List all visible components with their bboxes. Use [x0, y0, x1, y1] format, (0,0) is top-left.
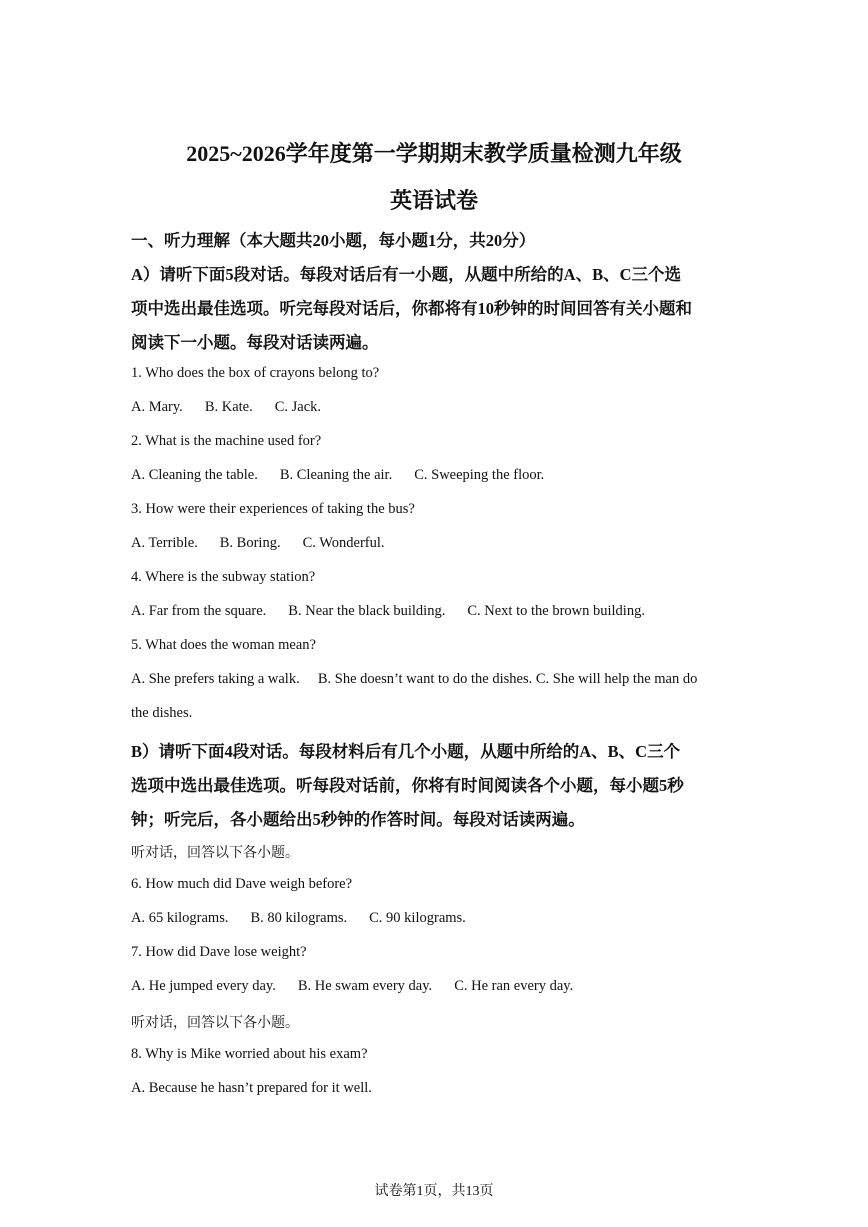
- question-option: A. Because he hasn’t prepared for it well.: [131, 1080, 372, 1096]
- question-options: [131, 467, 544, 484]
- listening-prompt: 听对话，回答以下各小题。: [131, 1016, 299, 1031]
- part-b-instruction-line: 钟；听完后，各小题给出5秒钟的作答时间。每段对话读两遍。: [131, 810, 585, 829]
- exam-subtitle: 英语试卷: [389, 188, 478, 213]
- question-options: [131, 603, 645, 620]
- part-b-instruction-line: B）请听下面4段对话。每段材料后有几个小题，从题中所给的A、B、C三个: [131, 742, 681, 761]
- question-options: [131, 978, 573, 995]
- part-a-instruction-line: 项中选出最佳选项。听完每段对话后，你都将有10秒钟的时间回答有关小题和: [131, 299, 692, 318]
- question-options: [131, 910, 466, 927]
- option: B. Boring.: [219, 535, 281, 551]
- question-stem: 8. Why is Mike worried about his exam?: [131, 1046, 368, 1062]
- part-a-instruction-line: A）请听下面5段对话。每段对话后有一小题，从题中所给的A、B、C三个选: [131, 265, 682, 284]
- section-heading: 一、听力理解（本大题共20小题，每小题1分，共20分）: [131, 231, 536, 250]
- option: C. Jack.: [274, 399, 322, 415]
- exam-title: 2025~2026学年度第一学期期末教学质量检测九年级: [186, 141, 682, 166]
- option: C. Wonderful.: [302, 535, 385, 551]
- question-stem: 6. How much did Dave weigh before?: [131, 876, 353, 892]
- question-stem: 3. How were their experiences of taking the bus?: [131, 501, 415, 517]
- question-stem: 7. How did Dave lose weight?: [131, 944, 307, 960]
- page-footer: 试卷第1页，共13页: [374, 1184, 494, 1199]
- question-options: [131, 399, 321, 416]
- option: A. He jumped every day.: [131, 978, 276, 994]
- part-b-instruction-line: 选项中选出最佳选项。听每段对话前，你将有时间阅读各个小题，每小题5秒: [131, 776, 684, 795]
- option: B. He swam every day.: [297, 978, 433, 994]
- option: C. 90 kilograms.: [369, 910, 466, 926]
- option: A. Terrible.: [131, 535, 198, 551]
- option: A. Mary.: [131, 399, 183, 415]
- question-stem: 5. What does the woman mean?: [131, 637, 316, 653]
- question-options: A. She prefers taking a walk. B. She doesn’t want to do the dishes. C. She will help the man do: [131, 671, 698, 687]
- option: A. Far from the square.: [131, 603, 267, 619]
- option: A. Cleaning the table.: [131, 467, 258, 483]
- listening-prompt: 听对话，回答以下各小题。: [131, 846, 299, 861]
- option: C. Next to the brown building.: [467, 603, 645, 619]
- question-options: [131, 535, 385, 552]
- option: B. 80 kilograms.: [250, 910, 348, 926]
- option: C. Sweeping the floor.: [414, 467, 545, 483]
- question-options-continued: the dishes.: [131, 705, 193, 721]
- option: B. Kate.: [204, 399, 253, 415]
- question-stem: 1. Who does the box of crayons belong to?: [131, 365, 380, 381]
- option: C. He ran every day.: [454, 978, 574, 994]
- option: B. Near the black building.: [288, 603, 446, 619]
- question-stem: 2. What is the machine used for?: [131, 433, 322, 449]
- option: A. 65 kilograms.: [131, 910, 229, 926]
- option: B. Cleaning the air.: [279, 467, 393, 483]
- part-a-instruction-line: 阅读下一小题。每段对话读两遍。: [131, 333, 379, 352]
- question-stem: 4. Where is the subway station?: [131, 569, 316, 585]
